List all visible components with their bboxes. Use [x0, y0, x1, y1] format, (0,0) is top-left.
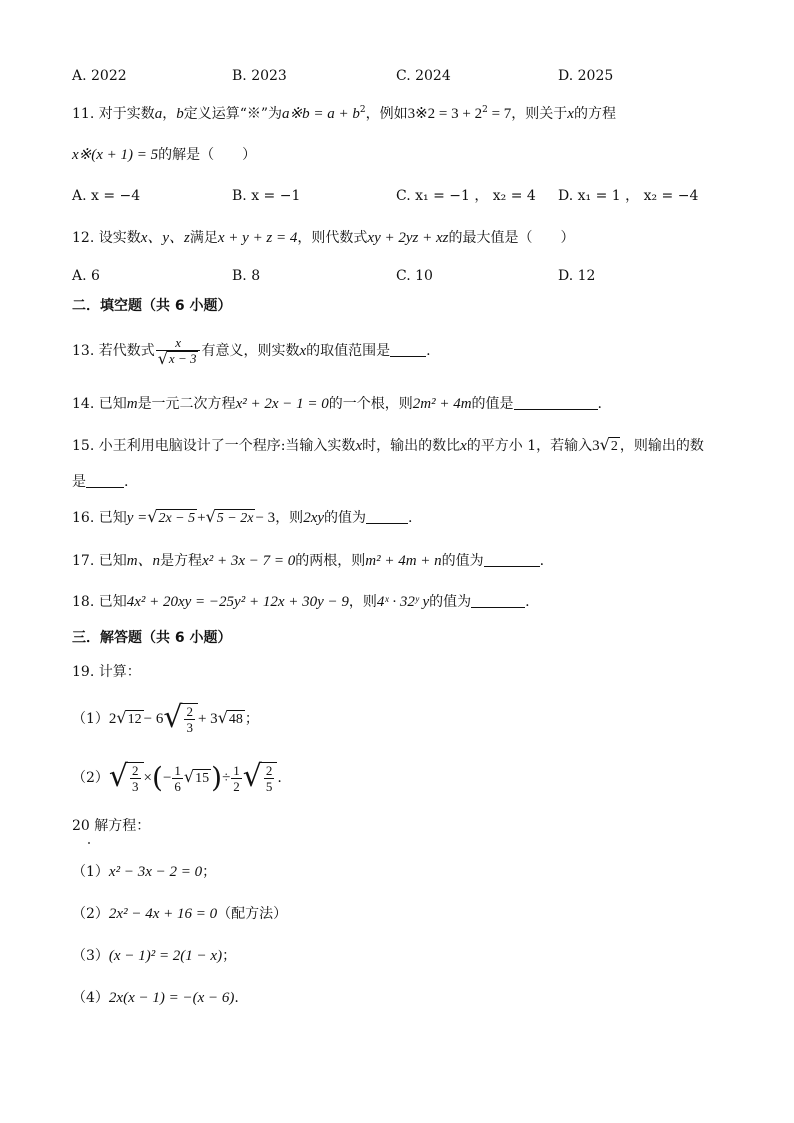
q20-p1-end: ； [202, 864, 217, 880]
radical-icon: √ [157, 349, 168, 368]
q18-text-b: ，则 [348, 594, 377, 610]
q18-end: . [525, 594, 530, 610]
q12-condition: x + y + z = 4 [217, 230, 298, 246]
radical-icon: √ [599, 434, 610, 454]
q15-var-x: x [355, 438, 363, 454]
q14-var-m: m [126, 396, 138, 412]
q20-p2-expr: 2x² − 4x + 16 = 0 [108, 906, 218, 922]
q19-p1-a-rad: 12 [127, 711, 142, 727]
q16-text-a: 已知 [98, 510, 127, 526]
q17-stem [72, 551, 544, 571]
q19-p2-frac3-den: 2 [233, 778, 240, 794]
q12-option-a: A. 6 [72, 268, 100, 284]
q12-option-c: C. 10 [396, 268, 433, 284]
q20-p1-expr: x² − 3x − 2 = 0 [108, 864, 203, 880]
q16-sqrt-2 [205, 506, 256, 528]
q18-expr: 4ˣ · 32ʸ y [376, 594, 430, 610]
q14-text-b: 是一元二次方程 [137, 396, 236, 412]
q20-part1 [72, 862, 216, 882]
q13-fraction [156, 335, 201, 367]
q11-text-e: 的方程 [573, 106, 616, 122]
q12-stem [72, 228, 574, 248]
q20-text: 解方程： [94, 818, 151, 834]
q17-end: . [539, 553, 545, 569]
q19-p2-end: . [277, 770, 282, 786]
q15-answer-blank[interactable] [86, 473, 124, 488]
q17-expr: m² + 4m + n [365, 553, 442, 569]
q11-option-c: C. x₁ = −1 ， x₂ = 4 [396, 188, 536, 204]
q20-part3 [72, 946, 236, 966]
q19-part1 [72, 698, 259, 740]
q11-option-d: D. x₁ = 1 ， x₂ = −4 [558, 188, 699, 204]
q18-number: 18. [72, 594, 95, 610]
q17-equation: x² + 3x − 7 = 0 [202, 553, 296, 569]
q11-text-b: 定义运算“※”为 [183, 106, 283, 122]
q19-p2-label: （2） [72, 770, 109, 786]
radical-icon: √ [205, 506, 216, 526]
q16-sqrt-1 [147, 506, 197, 528]
q20-p4-end: . [234, 990, 239, 1006]
q15-input-coef: 3 [592, 438, 600, 454]
q11-text-d: ，则关于 [511, 106, 568, 122]
q19-p2-times: × [143, 770, 153, 786]
q19-text: 计算： [98, 664, 141, 680]
q13-end: . [426, 343, 431, 359]
q14-end: . [597, 396, 602, 412]
q15-number: 15. [72, 438, 95, 454]
q19-p1-frac-num: 2 [186, 704, 193, 719]
q11-def-exp: 2 [359, 105, 366, 115]
q20-stem [72, 816, 150, 836]
q16-plus: + [197, 510, 206, 526]
q13-text-b: 有意义，则实数 [201, 343, 300, 359]
q19-p2-frac1-den: 3 [132, 779, 139, 794]
q19-p2-frac3-num: 1 [233, 762, 240, 778]
q13-answer-blank[interactable] [390, 342, 426, 357]
q10-option-d: D. 2025 [558, 68, 614, 84]
q18-text-c: 的值为 [429, 594, 472, 610]
q13-number: 13. [72, 343, 95, 359]
q12-text-d: 的最大值是（ ） [448, 230, 575, 246]
q19-p1-a-coef: 2 [108, 711, 117, 727]
q20-part2 [72, 904, 287, 924]
q10-option-c: C. 2024 [396, 68, 451, 84]
q20-p2-end: （配方法） [217, 906, 288, 922]
q11-option-b: B. x = −1 [232, 188, 301, 204]
q19-p2-sqrt-15 [183, 766, 211, 788]
q14-text-c: 的一个根，则 [328, 396, 413, 412]
q19-p2-frac2-num: 1 [174, 762, 181, 778]
q14-stem [72, 394, 602, 414]
q19-p2-div: ÷ [222, 770, 231, 786]
q20-p3-expr: (x − 1)² = 2(1 − x) [108, 948, 223, 964]
q19-p1-c-rad: 48 [228, 711, 243, 727]
q13-var: x [299, 343, 307, 359]
q14-equation: x² + 2x − 1 = 0 [235, 396, 329, 412]
q19-p2-frac2-den: 6 [174, 778, 181, 794]
q11-equation: x※(x + 1) = 5 [72, 147, 159, 163]
q11-number: 11. [72, 106, 95, 122]
q20-p3-end: ； [222, 948, 237, 964]
q17-text-d: 的值为 [441, 553, 484, 569]
q19-p1-plus: + 3 [197, 711, 218, 727]
q10-option-b: B. 2023 [232, 68, 287, 84]
q15-end: . [124, 474, 129, 490]
q16-text-b: ，则 [275, 510, 304, 526]
q18-equation: 4x² + 20xy = −25y² + 12x + 30y − 9 [126, 594, 349, 610]
q20-part4 [72, 988, 239, 1008]
q19-p1-sqrt-c [217, 707, 245, 729]
section-2-title: 二．填空题（共 6 小题） [72, 298, 232, 314]
q11-example-expr: 3※2 = 3 + 2 [407, 106, 483, 122]
q14-expr: 2m² + 4m [412, 396, 472, 412]
q13-stem [72, 332, 431, 370]
section-3-title: 三．解答题（共 6 小题） [72, 630, 232, 646]
q20-number: 20 [72, 818, 90, 834]
q17-text-a: 已知 [98, 553, 127, 569]
q11-text-c: ，例如 [365, 106, 408, 122]
q20-p4-label: （4） [72, 990, 109, 1006]
q19-p2-rad: 15 [195, 770, 210, 786]
radical-icon: √ [108, 759, 129, 794]
radical-icon: √ [217, 707, 228, 727]
q12-option-b: B. 8 [232, 268, 261, 284]
q11-option-a: A. x = −4 [72, 188, 141, 204]
q17-text-c: 的两根，则 [295, 553, 366, 569]
q11-def-expr: a※b = a + b [282, 106, 360, 122]
q19-p2-right-paren: ) [211, 761, 223, 794]
q17-number: 17. [72, 553, 95, 569]
q16-end: . [408, 510, 413, 526]
q11-stem-line2 [72, 145, 256, 165]
radical-icon: √ [163, 700, 183, 735]
q20-p4-expr: 2x(x − 1) = −(x − 6) [108, 990, 235, 1006]
q10-option-a: A. 2022 [72, 68, 127, 84]
q13-sqrt [158, 351, 199, 367]
q16-number: 16. [72, 510, 95, 526]
q19-p2-sqrt-frac4 [242, 759, 278, 794]
q17-text-b: 是方程 [160, 553, 203, 569]
q12-option-d: D. 12 [558, 268, 596, 284]
radical-icon: √ [116, 707, 127, 727]
q12-text-a: 设实数 [98, 230, 141, 246]
q16-tail: − 3 [255, 510, 276, 526]
q19-part2 [72, 756, 282, 800]
q16-lhs: y = [126, 510, 148, 526]
q12-number: 12. [72, 230, 95, 246]
q19-p1-sqrt-frac [163, 700, 198, 735]
q19-p1-frac-den: 3 [186, 720, 193, 735]
radical-icon: √ [242, 759, 262, 794]
q12-text-c: ，则代数式 [297, 230, 368, 246]
q11-comma: ， [162, 106, 177, 122]
q19-p2-sqrt-frac1 [108, 759, 144, 794]
q19-number: 19. [72, 664, 95, 680]
q19-p2-frac4-num: 2 [265, 763, 273, 778]
q13-text-a: 若代数式 [98, 343, 155, 359]
q11-example-result: = 7 [487, 106, 512, 122]
q11-var-a: a [154, 106, 163, 122]
q19-p2-left-paren: ( [152, 761, 163, 794]
q18-stem [72, 592, 530, 612]
q19-p2-neg: − [162, 770, 172, 786]
q14-text-a: 已知 [98, 396, 127, 412]
q11-text-a: 对于实数 [98, 106, 155, 122]
q15-text-b: 时，输出的数比 [362, 438, 461, 454]
q15-input-rad: 2 [610, 438, 618, 454]
q11-stem-line1 [72, 104, 616, 124]
q20-p2-label: （2） [72, 906, 109, 922]
q15-text-c: 的平方小 1，若输入 [466, 438, 593, 454]
q16-rad1: 2x − 5 [158, 510, 196, 526]
q19-p1-sqrt-a [116, 707, 143, 729]
q17-vars: m、n [126, 553, 161, 569]
q11-var-b: b [176, 106, 184, 122]
q15-text-d: ，则输出的数 [619, 438, 704, 454]
q19-p2-frac4-den: 5 [265, 779, 273, 794]
q18-text-a: 已知 [98, 594, 127, 610]
q15-sqrt [599, 434, 620, 456]
q20-p1-label: （1） [72, 864, 109, 880]
q14-text-d: 的值是 [471, 396, 514, 412]
q13-frac-den: x − 3 [168, 351, 197, 366]
radical-icon: √ [183, 766, 195, 786]
stray-dot-mark [88, 842, 90, 844]
q12-expr: xy + 2yz + xz [367, 230, 449, 246]
q11-text-f: 的解是（ ） [158, 147, 257, 163]
radical-icon: √ [147, 506, 158, 526]
q16-rad2: 5 − 2x [216, 510, 254, 526]
q12-text-b: 满足 [189, 230, 218, 246]
q15-stem-line1 [72, 436, 704, 456]
q15-stem-line2 [72, 472, 128, 492]
q19-p1-label: （1） [72, 711, 109, 727]
q13-text-c: 的取值范围是 [306, 343, 391, 359]
q16-text-c: 的值为 [324, 510, 367, 526]
q17-answer-blank[interactable] [484, 552, 540, 567]
q18-answer-blank[interactable] [471, 593, 525, 608]
q19-p1-end: ； [244, 711, 259, 727]
q13-frac-num: x [175, 335, 181, 350]
q16-expr: 2xy [303, 510, 325, 526]
q16-answer-blank[interactable] [366, 509, 408, 524]
q14-number: 14. [72, 396, 95, 412]
q19-stem [72, 662, 141, 682]
q14-answer-blank[interactable] [514, 395, 598, 410]
q12-vars: x、y、z [140, 230, 190, 246]
q19-p2-frac1-num: 2 [132, 763, 139, 778]
q15-text-e: 是 [72, 474, 86, 490]
q15-text-a: 小王利用电脑设计了一个程序:当输入实数 [98, 438, 356, 454]
q19-p1-minus: − 6 [143, 711, 164, 727]
q15-var-x2: x [460, 438, 467, 454]
q11-var-x: x [567, 106, 574, 122]
q11-example-exp: 2 [482, 105, 488, 115]
q20-p3-label: （3） [72, 948, 109, 964]
q16-stem [72, 508, 412, 528]
